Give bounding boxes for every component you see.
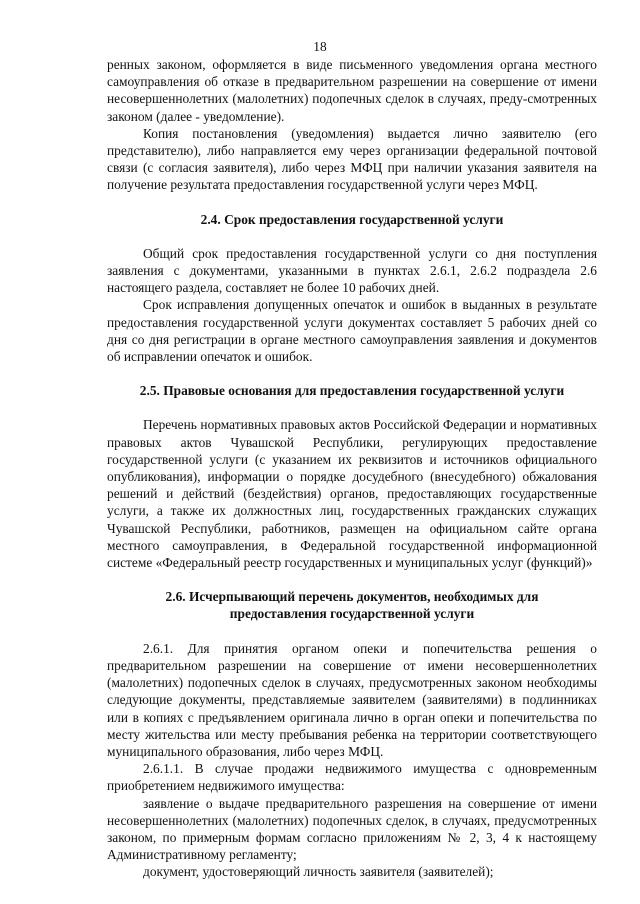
paragraph: 2.6.1.1. В случае продажи недвижимого имущества с одновременным приобретением недвижимого имущества: [107,761,597,794]
section-heading: 2.6. Исчерпывающий перечень документов, необходимых для предоставления государственной услуги [165,589,539,622]
document-body [107,56,597,881]
paragraph: Копия постановления (уведомления) выдается лично заявителю (его представителю), либо направляется ему через организации федеральной почтовой связи (с согласия заявителя), либо через МФЦ при наличии указания заявителя на получение результата предоставления государственной услуги через МФЦ. [107,125,597,193]
paragraph: документ, удостоверяющий личность заявителя (заявителей); [143,864,494,880]
section-heading: 2.5. Правовые основания для предоставления государственной услуги [139,383,565,399]
paragraph: 2.6.1. Для принятия органом опеки и попечительства решения о предварительном разрешении на совершение от имени несовершеннолетних (малолетних) подопечных сделок в случаях, предусмотренных законом необходимы следующие документы, представляемые заявителем (заявителями) в подлинниках или в копиях с предъявлением оригинала лично в орган опеки и попечительства по месту жительства или месту пребывания ребенка на территории соответствующего муниципального образования, либо через МФЦ. [107,640,597,759]
paragraph: ренных законом, оформляется в виде письменного уведомления органа местного самоуправления об отказе в предварительном разрешении на совершение от имени несовершеннолетних (малолетних) подопечных сделок в случаях, преду-смотренных законом (далее - уведомление). [107,57,597,124]
section-heading: 2.4. Срок предоставления государственной услуги [200,211,504,227]
paragraph: Общий срок предоставления государственной услуги со дня поступления заявления с документами, указанными в пунктах 2.6.1, 2.6.2 подраздела 2.6 настоящего раздела, составляет не более 10 рабочих дней. [107,245,597,296]
paragraph: заявление о выдаче предварительного разрешения на совершение от имени несовершеннолетних (малолетних) подопечных сделок, в случаях, предусмотренных законом, по примерным формам согласно приложениям № 2, 3, 4 к настоящему Административному регламенту; [107,795,597,863]
paragraph: Перечень нормативных правовых актов Российской Федерации и нормативных правовых актов Чувашской Республики, регулирующих предоставление государственной услуги (с указанием их реквизитов и источников официального опубликования), информации о порядке досудебного (внесудебного) обжалования решений и действий (бездействия) органов, предоставляющих государственные услуги, а также их должностных лиц, государственных гражданских служащих Чувашской Республики, работников, размещен на официальном сайте органа местного самоуправления, в Федеральной государственной информационной системе «Федеральный реестр государственных и муниципальных услуг (функций)» [107,417,597,571]
page-number: 18 [313,39,327,54]
paragraph: Срок исправления допущенных опечаток и ошибок в выданных в результате предоставления государственной услуги документах составляет 5 рабочих дней со дня со дня регистрации в органе местного самоуправления заявления и документов об исправлении опечаток и ошибок. [107,297,597,365]
